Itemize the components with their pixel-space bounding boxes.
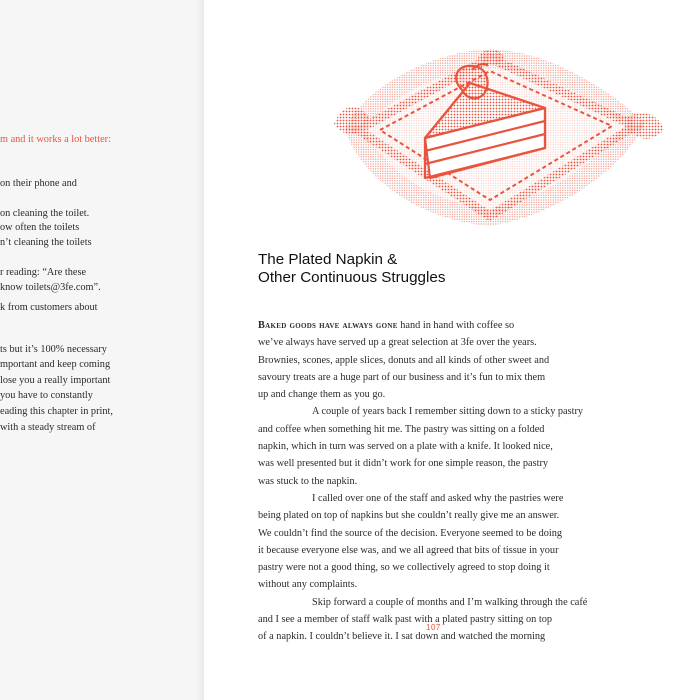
body-line: it because everyone else was, and we all agreed that bits of tissue in your (258, 544, 559, 556)
body-line: and coffee when something hit me. The pastry was sitting on a folded (258, 423, 545, 435)
heading-line-2: Other Continuous Struggles (258, 269, 446, 286)
body-line-text: hand in hand with coffee so (397, 320, 515, 331)
body-line: Brownies, scones, apple slices, donuts and all kinds of other sweet and (258, 354, 550, 366)
left-page-line: r reading: “Are these (0, 267, 87, 278)
left-page-line: m and it works a lot better: (0, 134, 111, 145)
left-page-line: you have to constantly (0, 390, 93, 401)
page-gutter (196, 0, 204, 700)
body-line (258, 317, 598, 334)
body-line: up and change them as you go. (258, 389, 386, 401)
cake-slice-on-napkin-illustration (300, 38, 670, 238)
left-page-line: know toilets@3fe.com”. (0, 282, 101, 293)
left-page-line: on cleaning the toilet. (0, 208, 90, 219)
left-page-line: n’t cleaning the toilets (0, 237, 92, 248)
body-line: was well presented but it didn’t work for one simple reason, the pastry (258, 458, 549, 470)
body-line: savoury treats are a huge part of our business and it’s fun to mix them (258, 371, 546, 383)
body-line: pastry were not a good thing, so we collectively agreed to stop doing it (258, 562, 550, 574)
page-number: 107 (426, 623, 441, 632)
body-line: was stuck to the napkin. (258, 475, 358, 487)
body-line: A couple of years back I remember sitting down to a sticky pastry (312, 406, 584, 418)
left-page (0, 0, 204, 700)
left-page-line: ts but it’s 100% necessary (0, 344, 107, 355)
left-page-line: mportant and keep coming (0, 359, 111, 370)
left-page-line: with a steady stream of (0, 422, 96, 433)
body-line: of a napkin. I couldn’t believe it. I sat down and watched the morning (258, 631, 546, 643)
body-line: we’ve always have served up a great selection at 3fe over the years. (258, 337, 537, 349)
body-line: and I see a member of staff walk past with a plated pastry sitting on top (258, 614, 553, 626)
chapter-heading (258, 251, 445, 287)
body-line: We couldn’t find the source of the decision. Everyone seemed to be doing (258, 527, 563, 539)
body-text (258, 317, 598, 646)
heading-line-1: The Plated Napkin & (258, 251, 398, 268)
body-line: without any complaints. (258, 579, 358, 591)
body-line: being plated on top of napkins but she couldn’t really give me an answer. (258, 510, 560, 522)
left-page-line: on their phone and (0, 178, 77, 189)
left-page-line: lose you a really important (0, 375, 111, 386)
body-line: napkin, which in turn was served on a plate with a knife. It looked nice, (258, 441, 553, 453)
left-page-line: eading this chapter in print, (0, 406, 113, 417)
lead-in-small-caps: Baked goods have always gone (258, 320, 398, 331)
left-page-line: ow often the toilets (0, 222, 80, 233)
left-page-line: k from customers about (0, 302, 98, 313)
body-line: I called over one of the staff and asked why the pastries were (312, 492, 564, 504)
body-line: Skip forward a couple of months and I’m walking through the café (312, 596, 588, 608)
